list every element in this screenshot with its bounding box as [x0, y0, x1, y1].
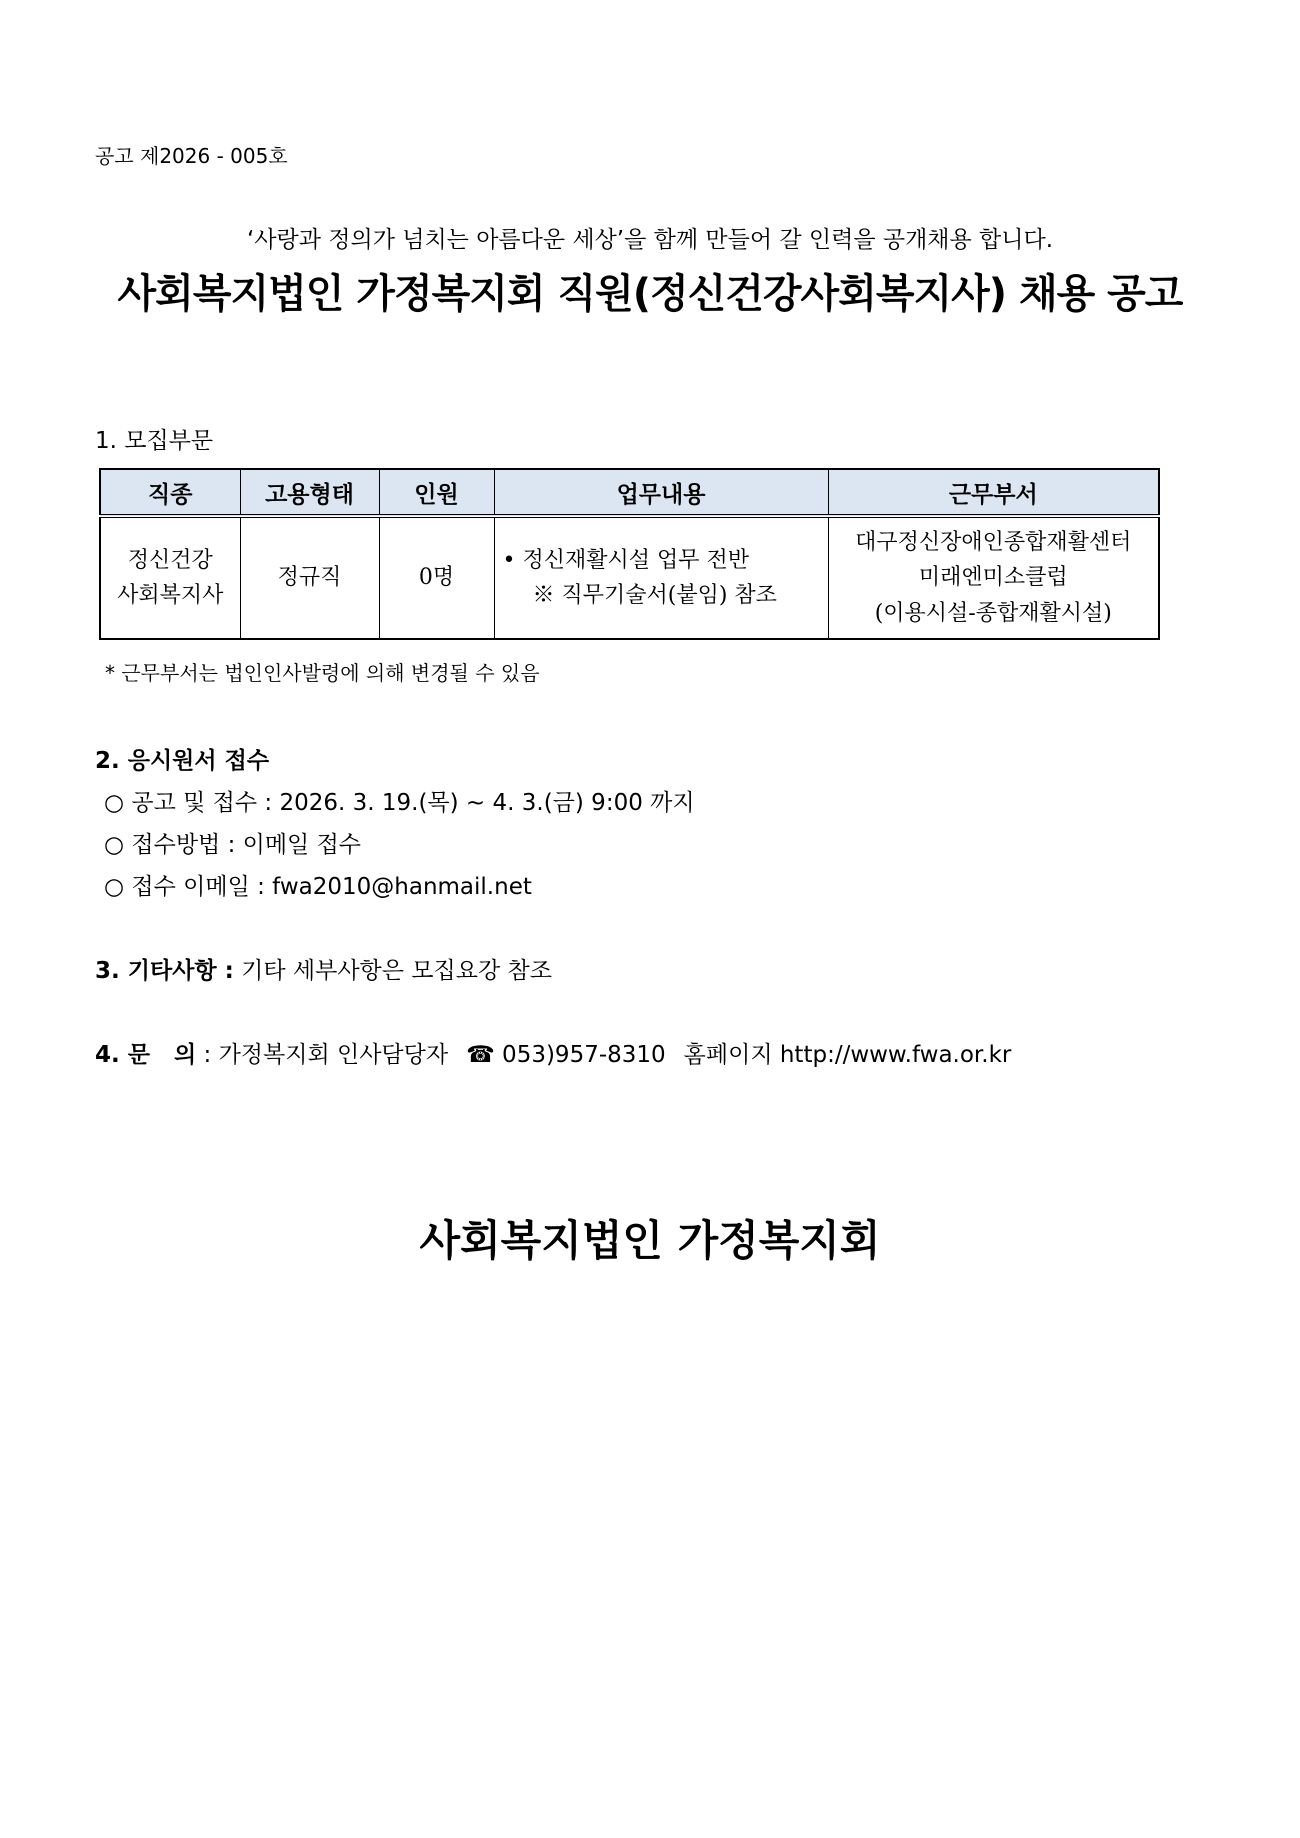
duty-line-1: • 정신재활시설 업무 전반 [502, 547, 749, 573]
job-line-2: 사회복지사 [117, 583, 224, 608]
dept-line-2: 미래엔미소클럽 [918, 565, 1068, 591]
subtitle: ‘사랑과 정의가 넘치는 아름다운 세상’을 함께 만들어 갈 인력을 공개채용 합니다. [246, 227, 1054, 253]
header-department: 근무부서 [828, 469, 1159, 516]
page-title: 사회복지법인 가정복지회 직원(정신건강사회복지사) 채용 공고 [117, 271, 1183, 317]
phone-icon: ☎ [466, 1042, 495, 1068]
table-row [100, 516, 1159, 639]
section-4-heading: 4. 문 의 [95, 1042, 197, 1068]
application-method: ○ 접수방법 : 이메일 접수 [104, 832, 362, 858]
job-line-1: 정신건강 [127, 547, 213, 573]
section-2-heading: 2. 응시원서 접수 [95, 748, 270, 774]
duty-line-2: ※ 직무기술서(붙임) 참조 [532, 583, 777, 608]
phone-number: 053)957-8310 [494, 1042, 666, 1068]
cell-job [100, 516, 240, 639]
section-4 [95, 1036, 1011, 1069]
cell-employment: 정규직 [240, 516, 379, 639]
header-job: 직종 [100, 469, 240, 516]
table-header-row [100, 469, 1159, 516]
section-3-text: 기타 세부사항은 모집요강 참조 [233, 958, 552, 984]
footer-organization: 사회복지법인 가정복지회 [419, 1216, 881, 1265]
section-1-heading: 1. 모집부문 [95, 428, 214, 454]
section-3-heading: 3. 기타사항 : [95, 958, 234, 984]
recruitment-table [99, 468, 1160, 640]
homepage: 홈페이지 http://www.fwa.or.kr [683, 1042, 1012, 1068]
header-employment: 고용형태 [240, 469, 379, 516]
section-3 [95, 952, 552, 985]
cell-count: 0명 [379, 516, 494, 639]
header-duty: 업무내용 [494, 469, 828, 516]
cell-duty [494, 516, 828, 639]
header-count: 인원 [379, 469, 494, 516]
section-4-text: : 가정복지회 인사담당자 [196, 1042, 449, 1068]
application-email: ○ 접수 이메일 : fwa2010@hanmail.net [104, 874, 532, 900]
dept-line-3: (이용시설-종합재활시설) [874, 600, 1112, 626]
cell-department [828, 516, 1159, 639]
application-period: ○ 공고 및 접수 : 2026. 3. 19.(목) ~ 4. 3.(금) 9:00 까지 [104, 790, 695, 816]
dept-line-1: 대구정신장애인종합재활센터 [855, 530, 1132, 556]
notice-number: 공고 제2026 - 005호 [95, 144, 288, 168]
table-note: * 근무부서는 법인인사발령에 의해 변경될 수 있음 [105, 661, 540, 685]
